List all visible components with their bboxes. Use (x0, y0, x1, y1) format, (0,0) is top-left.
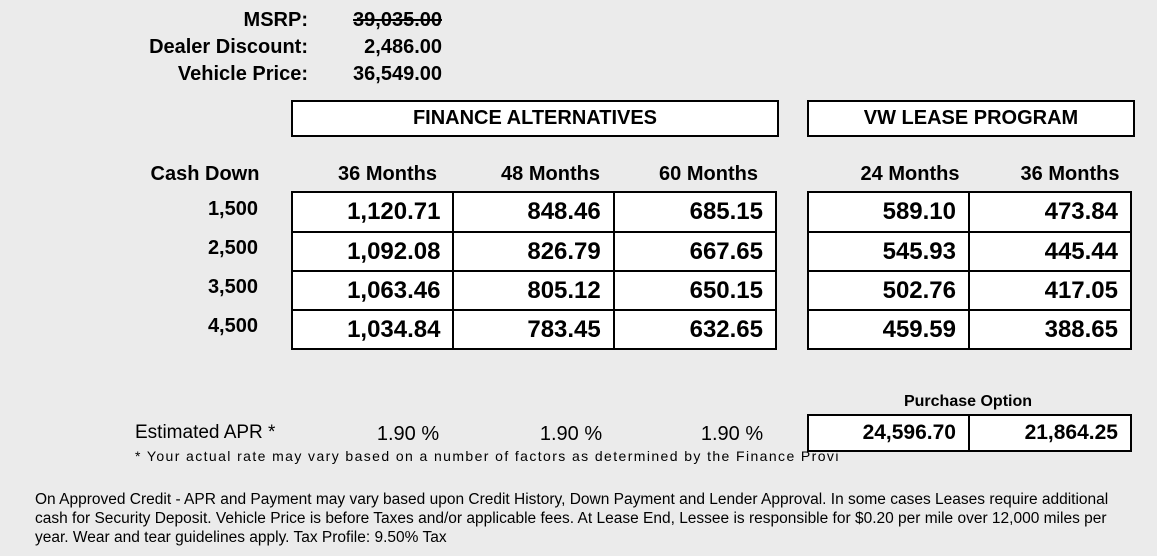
cash-down-value: 2,500 (207, 237, 258, 259)
estimated-apr-label: Estimated APR * (135, 422, 276, 443)
table-row (808, 271, 1131, 310)
lease-col-36-header: 36 Months (1020, 163, 1120, 185)
lease-cell: 388.65 (969, 310, 1131, 349)
msrp-label: MSRP: (243, 9, 308, 31)
finance-col-36-header: 36 Months (338, 163, 437, 185)
cash-down-header: Cash Down (150, 163, 260, 185)
finance-cell: 685.15 (614, 192, 776, 232)
finance-cell: 826.79 (453, 232, 613, 271)
lease-cell: 417.05 (969, 271, 1131, 310)
table-row (292, 310, 776, 349)
finance-cell: 1,063.46 (292, 271, 453, 310)
table-row (292, 192, 776, 232)
dealer-discount-value: 2,486.00 (364, 36, 442, 58)
vehicle-price-label: Vehicle Price: (177, 63, 308, 85)
table-row (808, 232, 1131, 271)
disclaimer-text: On Approved Credit - APR and Payment may vary based upon Credit History, Down Payment and Lender Approval. In some cases Leases require additional cash for Security Deposit. Vehicle Price is before Taxes and/or applicable fees. At Lease End, Lessee is responsible for $0.20 per mile over 12,000 miles per year. Wear and tear guidelines apply. Tax Profile: 9.50% Tax (35, 491, 1109, 546)
finance-cell: 667.65 (614, 232, 776, 271)
cash-down-value: 1,500 (207, 198, 258, 220)
finance-cell: 632.65 (614, 310, 776, 349)
cash-down-value: 3,500 (207, 276, 258, 298)
dealer-discount-label: Dealer Discount: (149, 36, 308, 58)
lease-cell: 473.84 (969, 192, 1131, 232)
finance-cell: 805.12 (453, 271, 613, 310)
table-row (808, 310, 1131, 349)
cash-down-value: 4,500 (207, 315, 258, 337)
purchase-option-value: 21,864.25 (969, 415, 1131, 451)
finance-cell: 783.45 (453, 310, 613, 349)
apr-value-60: 1.90 % (700, 423, 764, 445)
finance-cell: 1,034.84 (292, 310, 453, 349)
purchase-option-value: 24,596.70 (808, 415, 969, 451)
finance-col-60-header: 60 Months (659, 163, 758, 185)
lease-cell: 589.10 (808, 192, 969, 232)
purchase-option-label: Purchase Option (903, 393, 1033, 410)
lease-program-header: VW LEASE PROGRAM (807, 100, 1135, 137)
finance-col-48-header: 48 Months (501, 163, 600, 185)
finance-cell: 848.46 (453, 192, 613, 232)
finance-payment-table (291, 191, 777, 350)
finance-alternatives-header: FINANCE ALTERNATIVES (291, 100, 779, 137)
lease-cell: 459.59 (808, 310, 969, 349)
apr-footnote: * Your actual rate may vary based on a number of factors as determined by the Finance Provi (135, 448, 840, 464)
lease-cell: 545.93 (808, 232, 969, 271)
lease-payment-table (807, 191, 1132, 350)
lease-cell: 502.76 (808, 271, 969, 310)
apr-value-36: 1.90 % (376, 423, 440, 445)
table-row (808, 192, 1131, 232)
table-row (292, 271, 776, 310)
table-row (808, 415, 1131, 451)
purchase-option-table (807, 414, 1132, 452)
finance-cell: 1,092.08 (292, 232, 453, 271)
lease-cell: 445.44 (969, 232, 1131, 271)
finance-cell: 650.15 (614, 271, 776, 310)
msrp-value: 39,035.00 (353, 9, 442, 31)
apr-value-48: 1.90 % (539, 423, 603, 445)
finance-cell: 1,120.71 (292, 192, 453, 232)
table-row (292, 232, 776, 271)
vehicle-price-value: 36,549.00 (353, 63, 442, 85)
lease-col-24-header: 24 Months (860, 163, 960, 185)
